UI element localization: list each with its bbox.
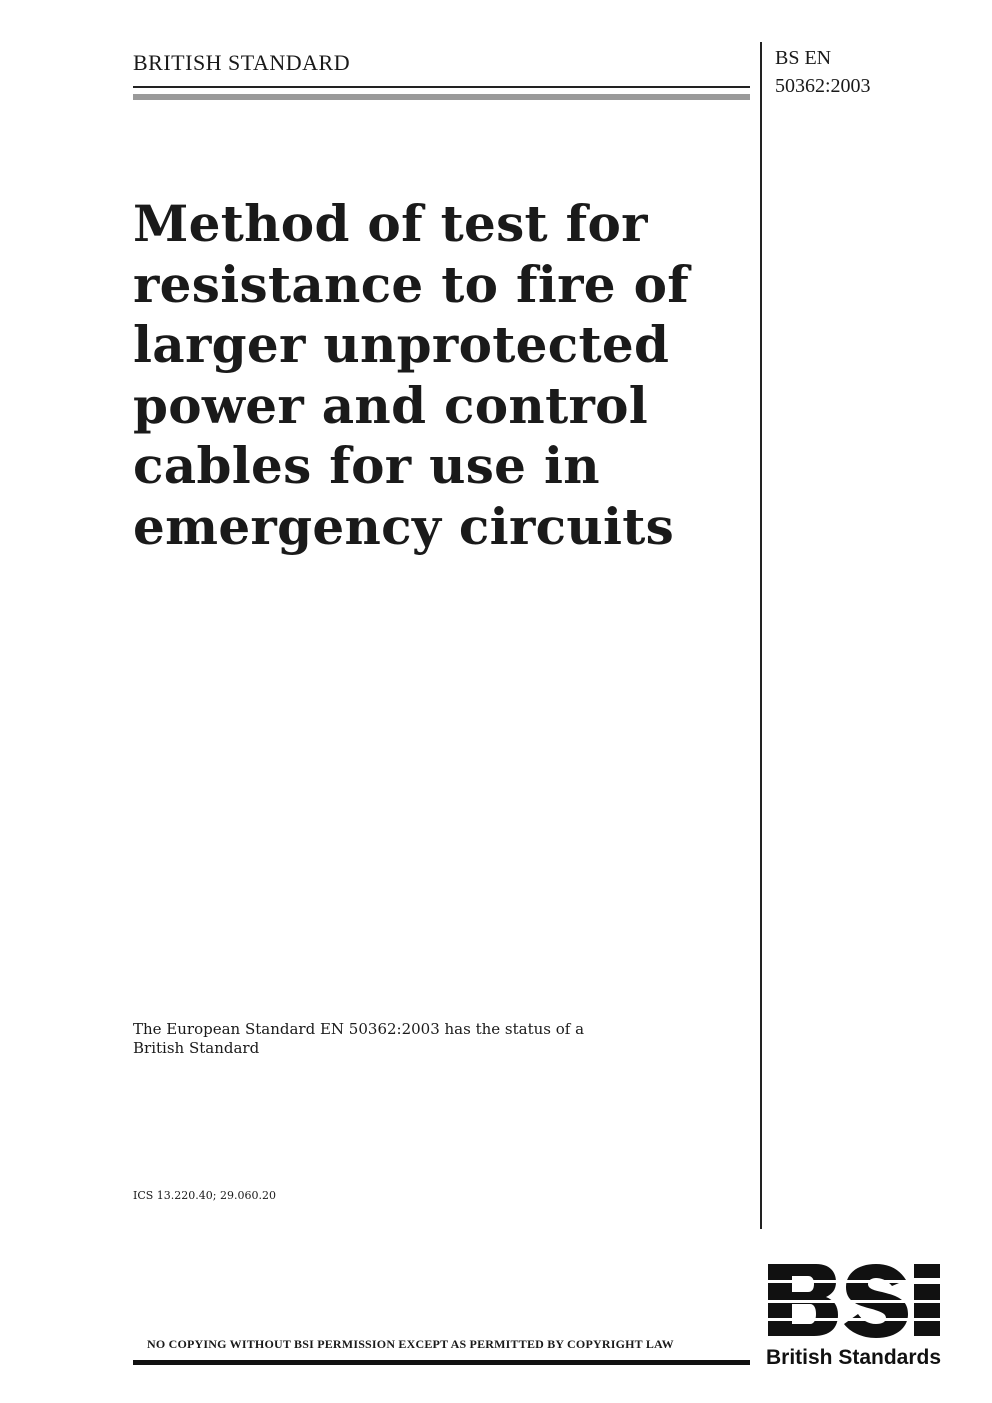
standard-number: [775, 44, 871, 100]
standard-number-line1: BS EN: [775, 47, 832, 69]
header-rule-thick: [133, 94, 750, 100]
status-statement: [133, 1020, 603, 1058]
document-type-label: BRITISH STANDARD: [133, 50, 351, 75]
margin-vertical-rule: [760, 42, 762, 1229]
status-line: The European Standard EN 50362:2003 has the status of a: [133, 1020, 585, 1038]
title-line: power and control: [133, 375, 649, 435]
bsi-logo: [764, 1262, 946, 1370]
status-line: British Standard: [133, 1039, 260, 1057]
title-line: Method of test for: [133, 194, 648, 253]
copyright-notice: NO COPYING WITHOUT BSI PERMISSION EXCEPT AS PERMITTED BY COPYRIGHT LAW: [147, 1337, 674, 1351]
standard-number-line2: 50362:2003: [775, 75, 871, 97]
bsi-caption: British Standards: [766, 1346, 942, 1369]
title-line: larger unprotected: [133, 315, 670, 374]
title-line: emergency circuits: [133, 496, 675, 556]
footer-rule: [133, 1360, 750, 1365]
title-line: cables for use in: [133, 436, 600, 495]
document-title: [133, 194, 743, 557]
title-line: resistance to fire of: [133, 254, 690, 314]
ics-code: ICS 13.220.40; 29.060.20: [133, 1189, 276, 1202]
bsi-mark-icon: [764, 1264, 946, 1338]
header-rule-thin: [133, 86, 750, 88]
